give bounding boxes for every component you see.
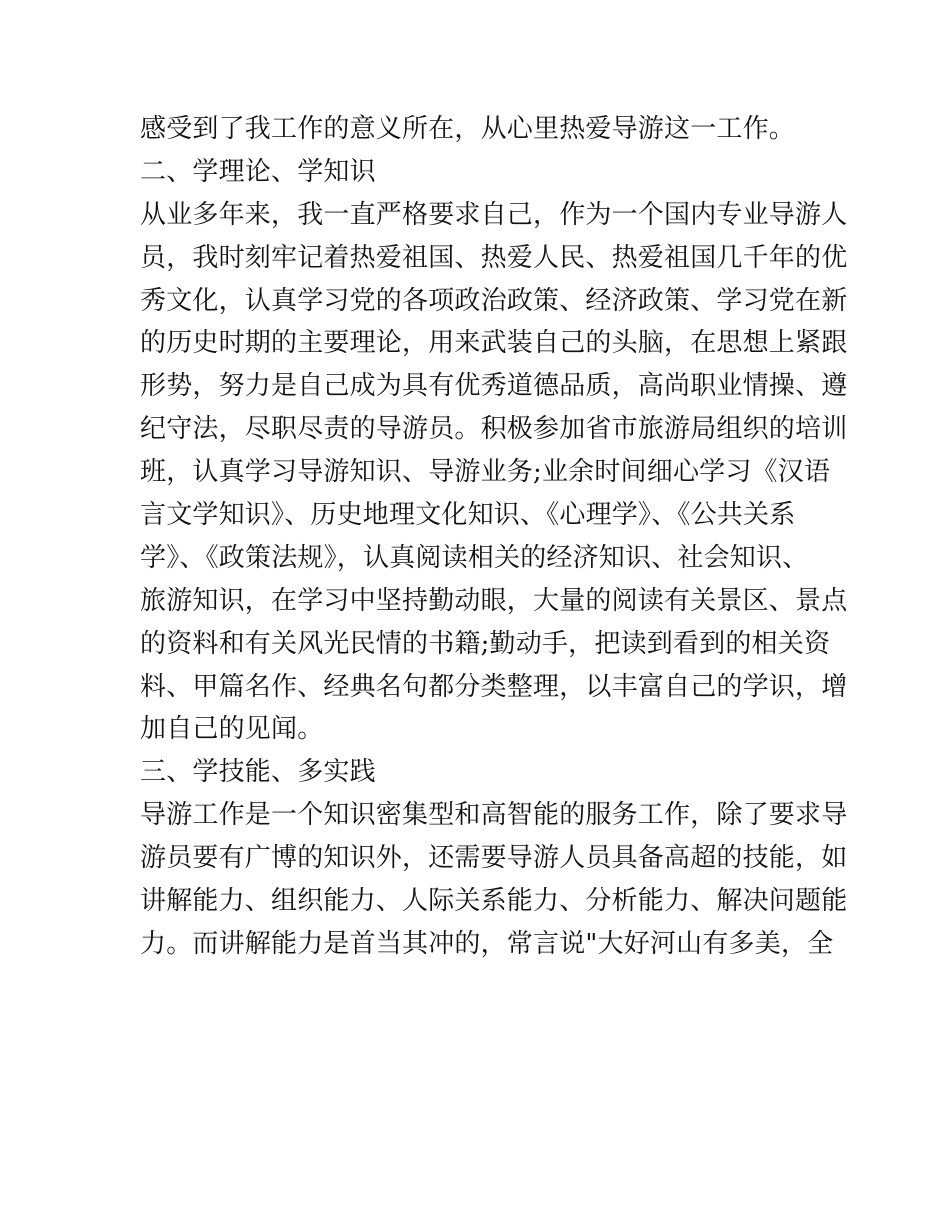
text-line: 形势，努力是自己成为具有优秀道德品质，高尚职业情操、遵 — [140, 371, 848, 402]
text-line: 言文学知识》、历史地理文化知识、《心理学》、《公共关系 — [140, 500, 796, 531]
text-line: 力。而讲解能力是首当其冲的，常言说"大好河山有多美，全 — [140, 928, 834, 959]
text-line: 员，我时刻牢记着热爱祖国、热爱人民、热爱祖国几千年的优 — [140, 242, 848, 273]
text-line: 导游工作是一个知识密集型和高智能的服务工作，除了要求导 — [140, 800, 848, 831]
text-line: 料、甲篇名作、经典名句都分类整理，以丰富自己的学识，增 — [140, 671, 848, 702]
text-line: 秀文化，认真学习党的各项政治政策、经济政策、学习党在新 — [140, 285, 848, 316]
text-line: 从业多年来，我一直严格要求自己，作为一个国内专业导游人 — [140, 199, 848, 230]
text-line: 学》、《政策法规》，认真阅读相关的经济知识、社会知识、 — [140, 542, 809, 573]
text-line: 纪守法，尽职尽责的导游员。积极参加省市旅游局组织的培训 — [140, 414, 848, 445]
text-line: 感受到了我工作的意义所在，从心里热爱导游这一工作。 — [140, 114, 796, 144]
text-line: 旅游知识，在学习中坚持勤动眼，大量的阅读有关景区、景点 — [140, 585, 848, 616]
section-heading: 二、学理论、学知识 — [140, 156, 376, 187]
text-line: 班，认真学习导游知识、导游业务;业余时间细心学习《汉语 — [140, 457, 831, 488]
text-line: 游员要有广博的知识外，还需要导游人员具备高超的技能，如 — [140, 843, 848, 874]
section-heading: 三、学技能、多实践 — [140, 757, 376, 788]
text-line: 的历史时期的主要理论，用来武装自己的头脑，在思想上紧跟 — [140, 328, 848, 359]
text-line: 讲解能力、组织能力、人际关系能力、分析能力、解决问题能 — [140, 886, 848, 917]
text-line: 的资料和有关风光民情的书籍;勤动手，把读到看到的相关资 — [140, 628, 831, 659]
body-text — [140, 108, 848, 966]
text-line: 加自己的见闻。 — [140, 714, 324, 745]
